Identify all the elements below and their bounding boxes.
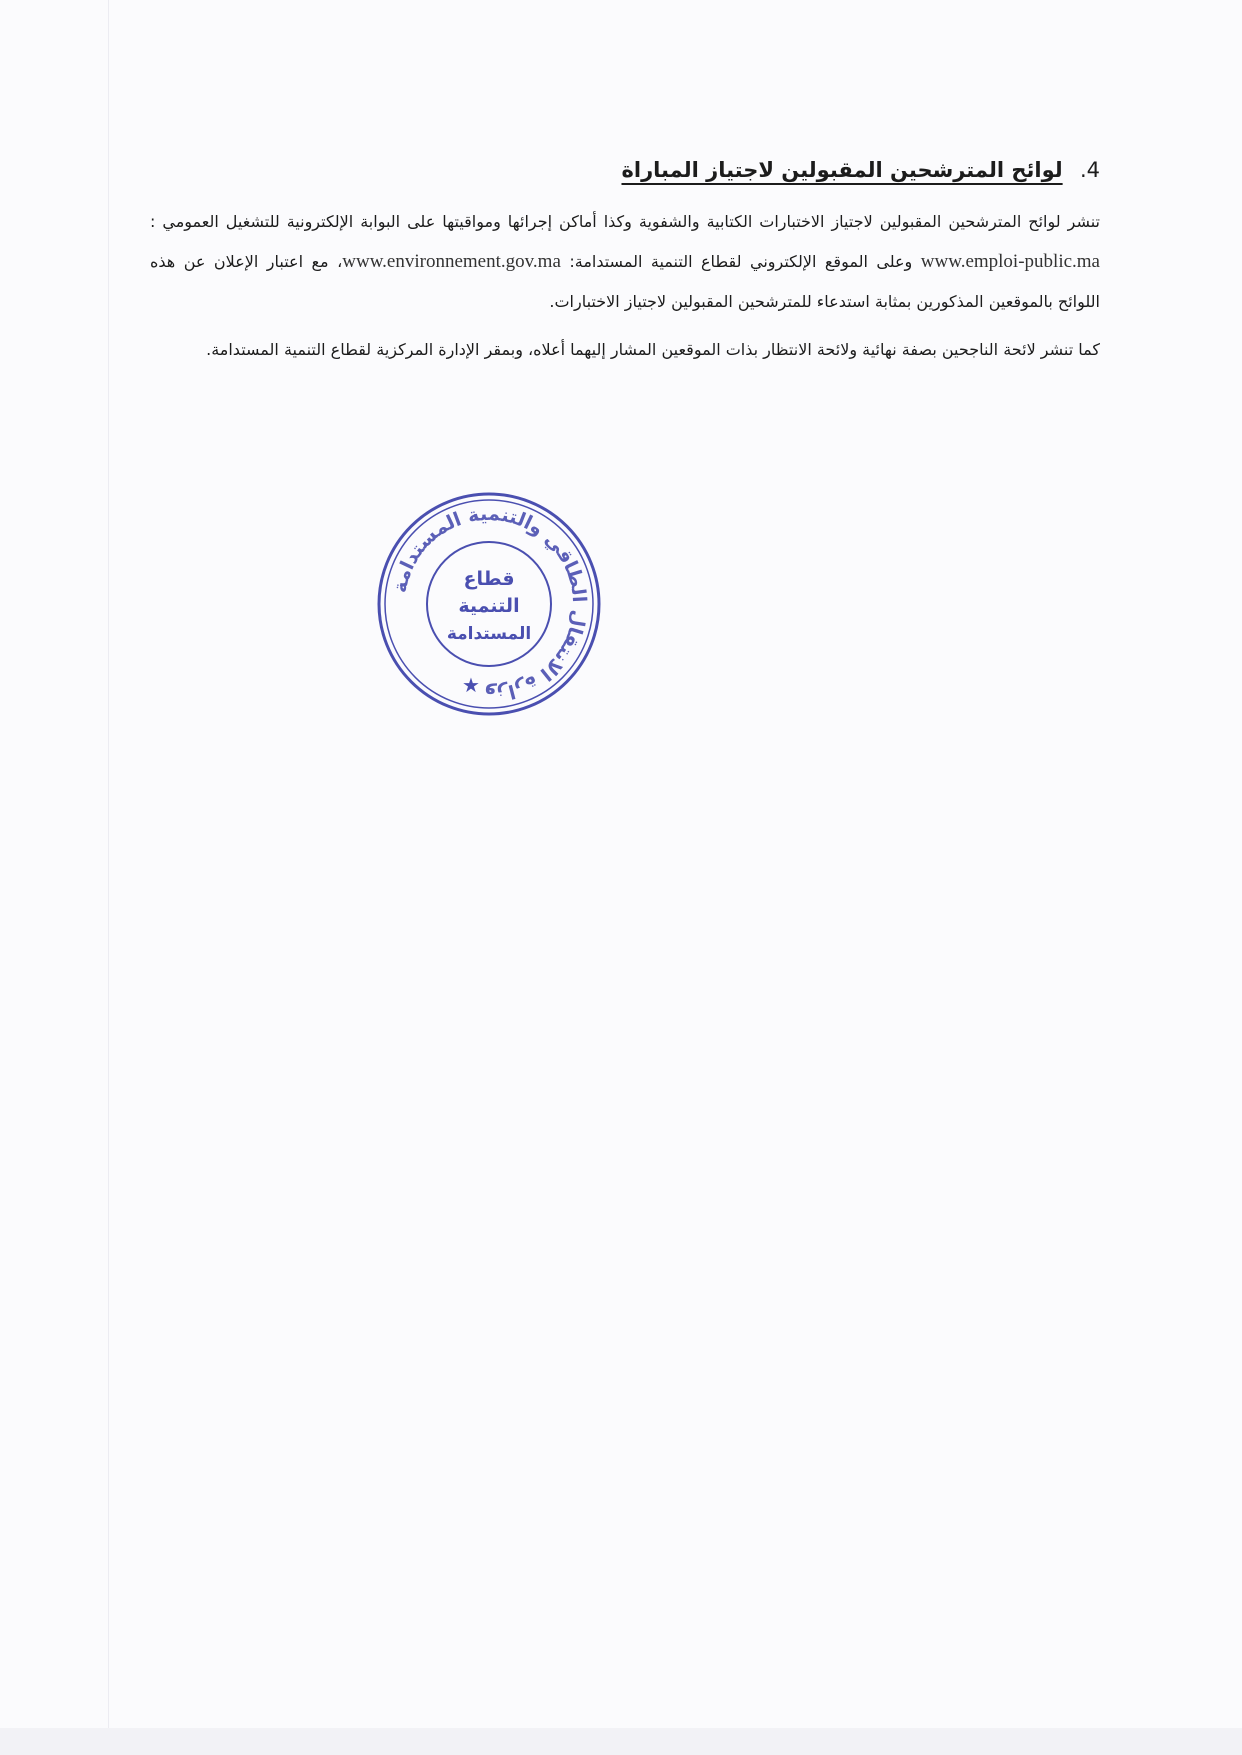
scan-edge [108,0,109,1755]
star-icon: ★ [462,673,480,697]
section-title: لوائح المترشحين المقبولين لاجتياز المباراة [621,158,1063,182]
section-number: 4. [1079,158,1100,182]
stamp-ring-text: وزارة الانتقال الطاقي والتنمية المستدامة [388,502,591,706]
section-heading [150,150,1100,190]
scan-edge-bottom [0,1728,1242,1755]
link-environnement: www.environnement.gov.ma [342,251,561,272]
official-stamp [375,490,603,718]
paragraph-results: كما تنشر لائحة الناجحين بصفة نهائية ولائحة الانتظار بذات الموقعين المشار إليهما أعلاه، وبمقر الإدارة المركزية لقطاع التنمية المستدامة. [206,340,1100,359]
paragraph-text: وعلى الموقع الإلكتروني لقطاع التنمية المستدامة: [560,252,921,271]
stamp-center-line3: المستدامة [446,624,532,644]
document-body [150,150,1100,370]
paragraph-candidate-lists [150,202,1100,322]
link-emploi-public: www.emploi-public.ma [920,251,1100,272]
paragraph-text: ، مع اعتبار الإعلان عن هذه اللوائح بالموقعين المذكورين بمثابة استدعاء للمترشحين المقبولين لاجتياز الاختبارات. [150,252,1100,311]
stamp-seal [375,490,603,718]
stamp-center-line2: التنمية [458,595,520,617]
paragraph-text: تنشر لوائح المترشحين المقبولين لاجتياز الاختبارات الكتابية والشفوية وكذا أماكن إجرائها ومواقيتها على البوابة الإلكترونية للتشغيل العمومي : [150,212,1100,231]
stamp-center-line1: قطاع [463,568,515,590]
